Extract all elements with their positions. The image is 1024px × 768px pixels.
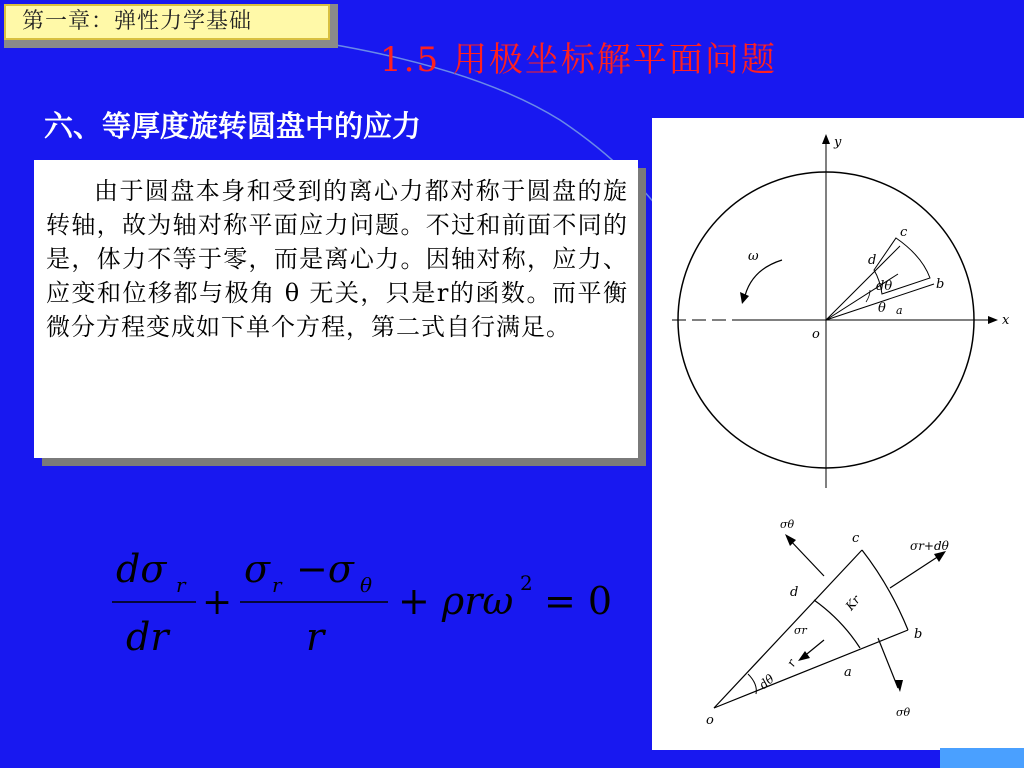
- point-b-bottom: b: [914, 627, 923, 642]
- point-a-top: a: [896, 304, 903, 317]
- y-axis-label: y: [834, 135, 842, 150]
- body-text: 由于圆盘本身和受到的离心力都对称于圆盘的旋转轴，故为轴对称平面应力问题。不过和前面不同的是，体力不等于零，而是离心力。因轴对称，应力、应变和位移都与极角 θ 无关，只是r的函数。而平衡微分方程变成如下单个方程，第二式自行满足。: [46, 177, 628, 341]
- formula-num2-minus-sigma: −σ: [296, 547, 354, 591]
- body-textbox: [34, 160, 638, 458]
- figure-panel: [652, 118, 1024, 750]
- sigma-theta-top: σθ: [780, 518, 795, 531]
- subheading: 六、等厚度旋转圆盘中的应力: [44, 109, 422, 143]
- chapter-tag-label: 第一章：弹性力学基础: [4, 4, 330, 40]
- formula-exponent: 2: [520, 571, 533, 595]
- formula-plus1: +: [202, 582, 233, 623]
- formula-num2-sub-r: r: [272, 573, 282, 597]
- k-label: Kr: [842, 592, 863, 614]
- point-c-bottom: c: [852, 531, 860, 546]
- formula-num2-sub-theta: θ: [360, 573, 373, 597]
- r-label: r: [783, 656, 799, 669]
- chapter-tag: [4, 4, 338, 48]
- sigma-theta-bottom: σθ: [896, 706, 911, 719]
- sigma-r-label: σr: [794, 624, 807, 637]
- section-title: 1.5 用极坐标解平面问题: [380, 40, 777, 80]
- dtheta-bottom: dθ: [756, 671, 777, 692]
- rotating-disk-diagram: [672, 134, 1010, 488]
- element-stress-diagram: [706, 518, 950, 728]
- point-d-top: d: [868, 253, 877, 268]
- formula-num2-sigma: σ: [244, 547, 270, 591]
- formula-term3: + ρrω: [398, 579, 514, 623]
- formula-den2: r: [306, 615, 325, 659]
- point-a-bottom: a: [844, 665, 852, 680]
- theta-top: θ: [878, 301, 886, 316]
- formula-den1: dr: [126, 615, 169, 659]
- equilibrium-formula: [108, 540, 628, 670]
- point-d-bottom: d: [790, 585, 799, 600]
- origin-label: o: [812, 327, 820, 342]
- formula-num1: dσ: [116, 547, 167, 591]
- origin-bottom: o: [706, 713, 714, 728]
- formula-num1-sub: r: [176, 573, 186, 597]
- dtheta-top: dθ: [876, 279, 893, 294]
- corner-bar: [940, 748, 1024, 768]
- point-c-top: c: [900, 225, 908, 240]
- x-axis-label: x: [1002, 313, 1010, 328]
- formula-equals-zero: = 0: [544, 579, 613, 623]
- point-b-top: b: [936, 277, 945, 292]
- omega-label: ω: [748, 249, 759, 264]
- sigma-r-plus-label: σr+dθ: [910, 539, 949, 553]
- disk-diagrams: [652, 118, 1024, 750]
